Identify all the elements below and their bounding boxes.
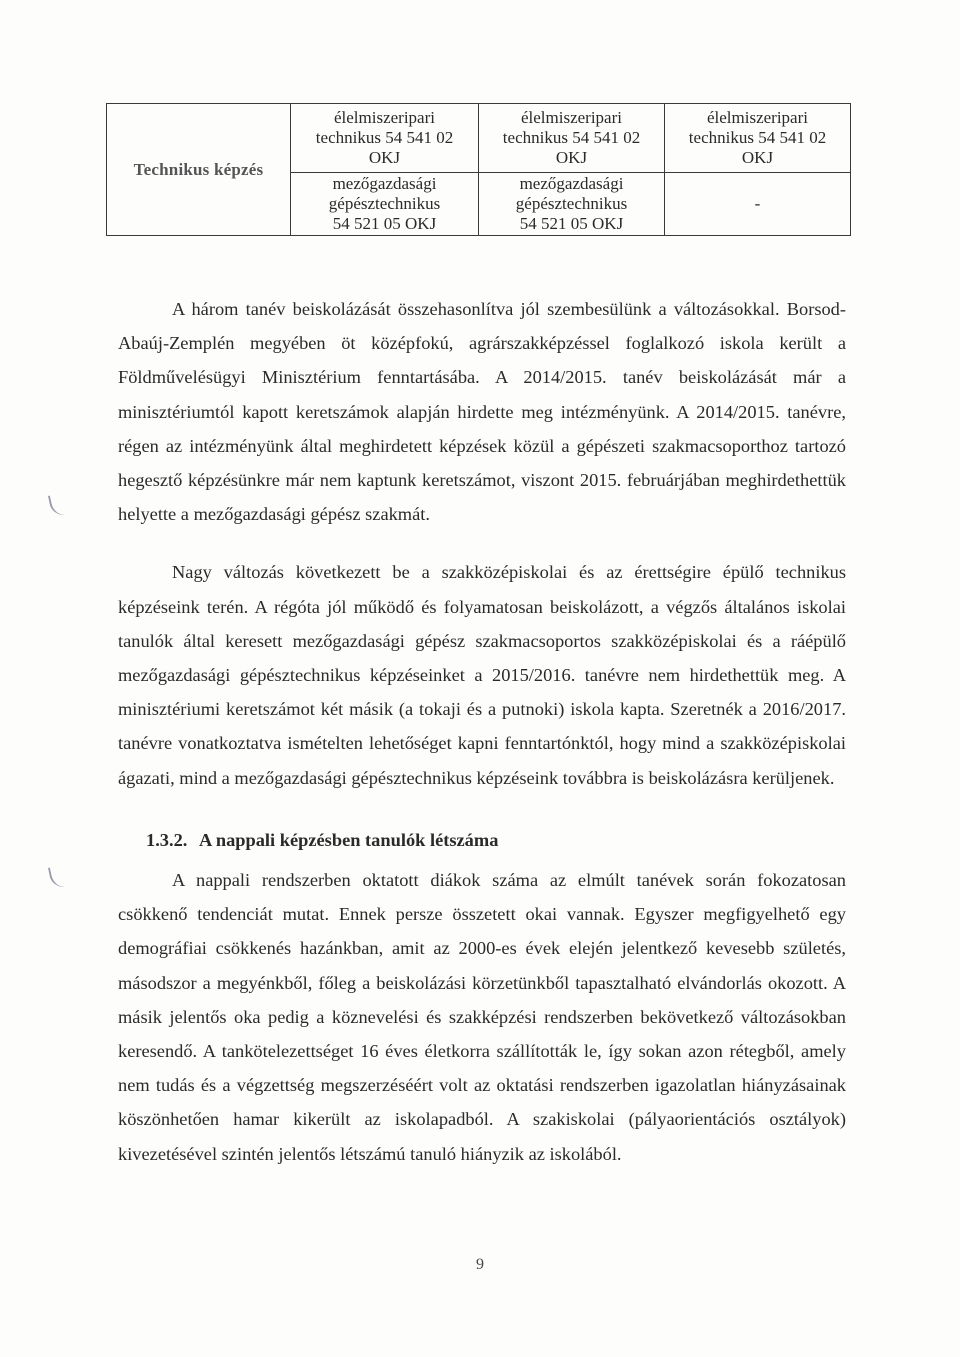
table-cell-empty (665, 173, 851, 236)
section-number: 1.3.2. (146, 829, 188, 850)
cell-line: 54 521 05 OKJ (332, 214, 437, 233)
cell-line: OKJ (741, 148, 774, 167)
cell-line: mezőgazdasági (519, 174, 624, 193)
cell-line: gépésztechnikus (328, 194, 441, 213)
training-table (106, 103, 851, 236)
cell-line: mezőgazdasági (332, 174, 437, 193)
punch-hole-mark (48, 493, 68, 518)
section-heading (146, 823, 846, 857)
table-cell (479, 104, 665, 173)
cell-line: OKJ (368, 148, 401, 167)
paragraph: A három tanév beiskolázását összehasonlítva jól szembesülünk a változásokkal. Borsod-Abaúj-Zemplén megyében öt középfokú, agrárszakképzéssel foglalkozó iskola került a Földművelésügyi Minisztérium fenntartásába. A 2014/2015. tanév beiskolázását már a minisztériumtól kapott keretszámok alapján hirdette meg intézményünk. A 2014/2015. tanévre, régen az intézményünk által meghirdetett képzések közül a gépészeti szakmacsoporthoz tartozó hegesztő képzésünkre már nem kaptunk keretszámot, viszont 2015. februárjában meghirdethettük helyette a mezőgazdasági gépész szakmát. (118, 299, 846, 525)
cell-line: élelmiszeripari (520, 108, 622, 127)
cell-line: technikus 54 541 02 (502, 128, 641, 147)
cell-line: technikus 54 541 02 (315, 128, 454, 147)
cell-line: élelmiszeripari (333, 108, 435, 127)
punch-hole-mark (48, 865, 68, 890)
cell-line: technikus 54 541 02 (688, 128, 827, 147)
row-header-technikus-kepzes: Technikus képzés (107, 104, 291, 236)
cell-line: élelmiszeripari (706, 108, 808, 127)
table-cell (291, 173, 479, 236)
page-number: 9 (476, 1256, 484, 1273)
cell-line: gépésztechnikus (515, 194, 628, 213)
paragraph: A nappali rendszerben oktatott diákok száma az elmúlt tanévek során fokozatosan csökkenő tendenciát mutat. Ennek persze összetett okai vannak. Egyszer megfigyelhető egy demográfiai csökkenés hazánkban, amit az 2000-es évek elején jelentkező kevesebb születés, másodszor a megyénkből, főleg a beiskolázási körzetünkből tapasztalható elvándorlás okozott. A másik jelentős oka pedig a köznevelési és szakképzési rendszerben bekövetkező változásokban keresendő. A tankötelezettséget 16 éves életkorra szállították le, így sokan azon rétegből, amely nem tudás és a végzettség megszerzéséért volt az oktatási rendszerben igazolatlan hiányzásainak köszönhetően hamar kikerült az iskolapadból. A szakiskolai (pályaorientációs osztályok) kivezetésével szintén jelentős létszámú tanuló hiányzik az iskolából. (118, 870, 846, 1164)
table-cell (291, 104, 479, 173)
table-cell (479, 173, 665, 236)
paragraph: Nagy változás következett be a szakközépiskolai és az érettségire épülő technikus képzéseink terén. A régóta jól működő és folyamatosan beiskolázott, a végzős általános iskolai tanulók által keresett mezőgazdasági gépész szakmacsoportos szakközépiskolai és a ráépülő mezőgazdasági gépésztechnikus képzéseinket a 2015/2016. tanévre nem hirdethettük meg. A minisztériumi keretszámot két másik (a tokaji és a putnoki) iskola kapta. Szeretnék a 2016/2017. tanévre vonatkoztatva ismételten lehetőséget kapni fenntartónktól, hogy mind a szakközépiskolai ágazati, mind a mezőgazdasági gépésztechnikus képzéseink továbbra is beiskolázásra kerüljenek. (118, 562, 846, 788)
body-text (118, 292, 846, 1171)
cell-line: OKJ (555, 148, 588, 167)
section-title: A nappali képzésben tanulók létszáma (198, 829, 499, 850)
cell-line: 54 521 05 OKJ (519, 214, 624, 233)
cell-line: - (754, 194, 761, 213)
table-row (107, 104, 851, 173)
table-cell (665, 104, 851, 173)
